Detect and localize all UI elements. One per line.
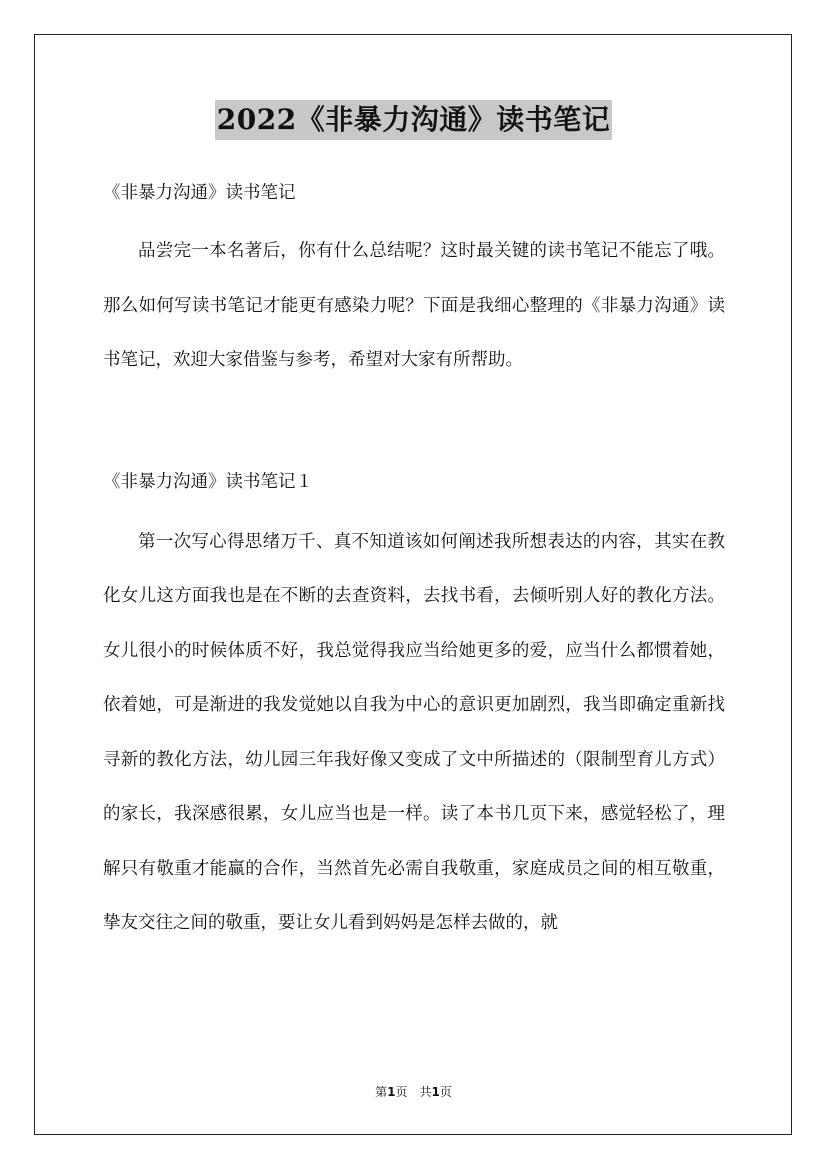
subheading: 《非暴力沟通》读书笔记: [103, 183, 296, 203]
page-number: 1: [387, 1085, 396, 1099]
title-container: [0, 100, 827, 140]
intro-paragraph: 品尝完一本名著后，你有什么总结呢？这时最关键的读书笔记不能忘了哦。那么如何写读书笔记才能更有感染力呢？下面是我细心整理的《非暴力沟通》读书笔记，欢迎大家借鉴与参考，希望对大家有所帮助。: [103, 241, 725, 370]
footer-text: 页 共: [395, 1085, 432, 1099]
total-pages: 1: [431, 1085, 440, 1099]
subheading: 《非暴力沟通》读书笔记１: [103, 471, 313, 492]
footer-text: 第: [375, 1085, 388, 1099]
page-footer: [0, 1083, 827, 1100]
body-paragraph: 第一次写心得思绪万千、真不知道该如何阐述我所想表达的内容，其实在教化女儿这方面我也是在不断的去查资料，去找书看，去倾听别人好的教化方法。女儿很小的时候体质不好，我总觉得我应当给她更多的爱，应当什么都惯着她，依着她，可是渐进的我发觉她以自我为中心的意识更加剧烈，我当即确定重新找寻新的教化方法，幼儿园三年我好像又变成了文中所描述的（限制型育儿方式）的家长，我深感很累，女儿应当也是一样。读了本书几页下来，感觉轻松了，理解只有敬重才能赢的合作，当然首先必需自我敬重，家庭成员之间的相互敬重，挚友交往之间的敬重，要让女儿看到妈妈是怎样去做的，就: [103, 531, 725, 933]
document-body: [103, 174, 725, 951]
footer-text: 页: [439, 1085, 452, 1099]
document-title: 2022《非暴力沟通》读书笔记: [215, 100, 612, 140]
